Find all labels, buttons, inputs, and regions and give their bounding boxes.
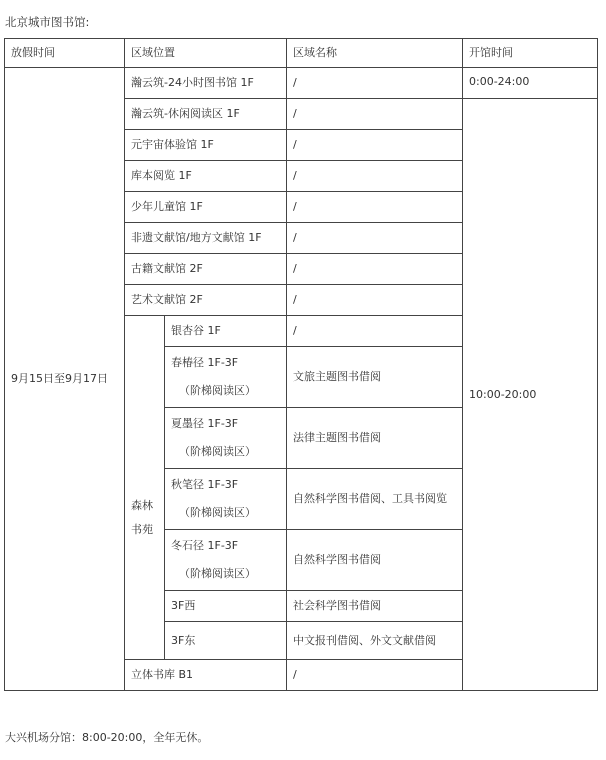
location-main: 秋笔径 1F-3F: [171, 478, 239, 491]
forest-label-line2: 书苑: [131, 522, 153, 536]
area-name-cell: 自然科学图书借阅: [287, 530, 463, 591]
location-cell: 3F西: [165, 591, 287, 622]
location-cell: 库本阅览 1F: [125, 161, 287, 192]
location-cell: 非遗文献馆/地方文献馆 1F: [125, 223, 287, 254]
location-sub: （阶梯阅读区）: [179, 445, 256, 458]
holiday-dates-cell: 9月15日至9月17日: [5, 68, 125, 691]
area-name-cell: 法律主题图书借阅: [287, 408, 463, 469]
table-header-row: [5, 39, 598, 68]
location-sub: （阶梯阅读区）: [179, 567, 256, 580]
location-cell: 瀚云筑-休闲阅读区 1F: [125, 99, 287, 130]
area-name-cell: 中文报刊借阅、外文文献借阅: [287, 622, 463, 660]
area-name-cell: 社会科学图书借阅: [287, 591, 463, 622]
location-cell: 元宇宙体验馆 1F: [125, 130, 287, 161]
forest-label-cell: [125, 316, 165, 660]
location-cell: 立体书库 B1: [125, 660, 287, 691]
table-row: [5, 68, 598, 99]
page-heading: 北京城市图书馆:: [5, 15, 90, 29]
area-name-cell: /: [287, 285, 463, 316]
location-cell: 艺术文献馆 2F: [125, 285, 287, 316]
hours-day-cell: 10:00-20:00: [463, 99, 598, 691]
location-cell: 少年儿童馆 1F: [125, 192, 287, 223]
airport-branch-note: 大兴机场分馆：8:00-20:00，全年无休。: [5, 731, 209, 744]
forest-label-line1: 森林: [131, 498, 153, 512]
location-sub: （阶梯阅读区）: [179, 384, 256, 397]
area-name-cell: /: [287, 254, 463, 285]
opening-hours-table: [4, 38, 598, 691]
location-main: 春椿径 1F-3F: [171, 356, 239, 369]
area-name-cell: 文旅主题图书借阅: [287, 347, 463, 408]
header-location: 区域位置: [125, 39, 287, 68]
area-name-cell: 自然科学图书借阅、工具书阅览: [287, 469, 463, 530]
header-holiday: 放假时间: [5, 39, 125, 68]
location-main: 冬石径 1F-3F: [171, 539, 239, 552]
hours-24-cell: 0:00-24:00: [463, 68, 598, 99]
location-cell: [165, 530, 287, 591]
area-name-cell: /: [287, 99, 463, 130]
location-cell: 银杏谷 1F: [165, 316, 287, 347]
header-area-name: 区域名称: [287, 39, 463, 68]
location-main: 夏墨径 1F-3F: [171, 417, 239, 430]
area-name-cell: /: [287, 223, 463, 254]
area-name-cell: /: [287, 192, 463, 223]
area-name-cell: /: [287, 161, 463, 192]
location-cell: 古籍文献馆 2F: [125, 254, 287, 285]
location-cell: 瀚云筑-24小时图书馆 1F: [125, 68, 287, 99]
area-name-cell: /: [287, 68, 463, 99]
area-name-cell: /: [287, 316, 463, 347]
area-name-cell: /: [287, 660, 463, 691]
location-cell: 3F东: [165, 622, 287, 660]
location-cell: [165, 347, 287, 408]
area-name-cell: /: [287, 130, 463, 161]
location-cell: [165, 408, 287, 469]
location-sub: （阶梯阅读区）: [179, 506, 256, 519]
location-cell: [165, 469, 287, 530]
header-hours: 开馆时间: [463, 39, 598, 68]
